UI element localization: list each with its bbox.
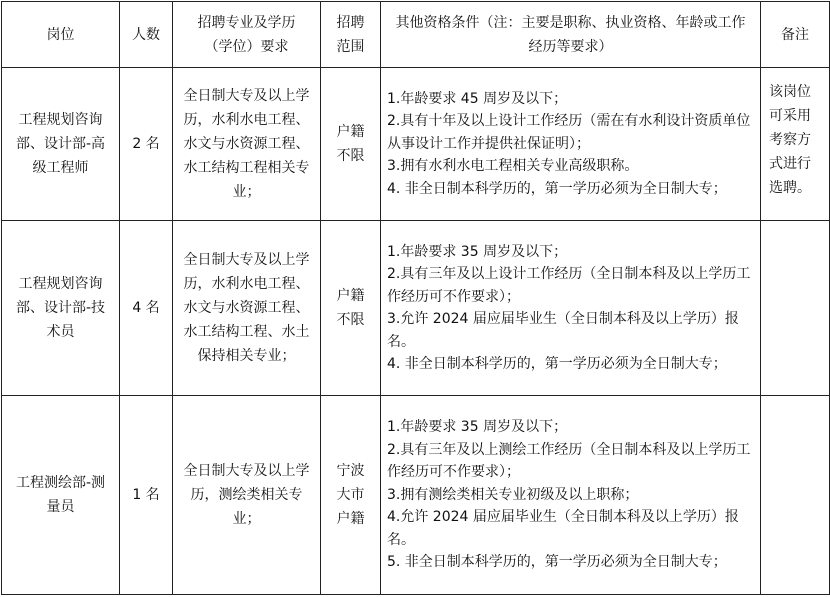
count-cell: 1 名 — [120, 396, 173, 595]
requirement-item: 1.年龄要求 35 周岁及以下； — [387, 243, 568, 260]
header-count: 人数 — [120, 2, 173, 68]
requirement-item: 3.拥有水利水电工程相关专业高级职称。 — [387, 158, 639, 175]
header-note: 备注 — [761, 2, 830, 68]
table-row — [2, 221, 830, 396]
requirement-item: 3.允许 2024 届应届毕业生（全日制本科及以上学历）报名。 — [387, 311, 739, 350]
position-cell: 工程规划咨询部、设计部-高级工程师 — [2, 68, 120, 221]
header-row — [2, 2, 830, 68]
table-row — [2, 396, 830, 595]
major-cell: 全日制大专及以上学历，水利水电工程、水文与水资源工程、水工结构工程、水土保持相关专业； — [173, 221, 321, 396]
note-cell: 该岗位可采用考察方式进行选聘。 — [761, 68, 830, 221]
position-cell: 工程测绘部-测量员 — [2, 396, 120, 595]
requirement-item: 2.具有三年及以上设计工作经历（全日制本科及以上学历工作经历可不作要求）； — [387, 266, 751, 305]
scope-cell: 户籍不限 — [321, 68, 381, 221]
header-scope: 招聘范围 — [321, 2, 381, 68]
requirement-item: 4. 非全日制本科学历的，第一学历必须为全日制大专； — [387, 356, 727, 372]
requirements-cell — [381, 396, 761, 595]
requirements-cell — [381, 68, 761, 221]
scope-cell: 宁波大市户籍 — [321, 396, 381, 595]
requirement-item: 5. 非全日制本科学历的，第一学历必须为全日制大专； — [387, 554, 727, 571]
requirement-item: 2.具有十年及以上设计工作经历（需在有水利设计资质单位从事设计工作并提供社保证明）； — [387, 113, 751, 152]
count-cell: 4 名 — [120, 221, 173, 396]
requirements-cell — [381, 221, 761, 396]
requirement-item: 3.拥有测绘类相关专业初级及以上职称； — [387, 486, 639, 503]
requirement-item: 4.允许 2024 届应届毕业生（全日制本科及以上学历）报名。 — [387, 509, 739, 548]
recruitment-table — [1, 1, 830, 595]
header-position: 岗位 — [2, 2, 120, 68]
requirement-item: 1.年龄要求 35 周岁及以下； — [387, 419, 568, 436]
scope-cell: 户籍不限 — [321, 221, 381, 396]
header-other: 其他资格条件（注：主要是职称、执业资格、年龄或工作经历等要求） — [381, 2, 761, 68]
requirement-item: 4. 非全日制本科学历的，第一学历必须为全日制大专； — [387, 180, 727, 197]
count-cell: 2 名 — [120, 68, 173, 221]
requirement-item: 1.年龄要求 45 周岁及以下； — [387, 90, 568, 107]
major-cell: 全日制大专及以上学历，测绘类相关专业； — [173, 396, 321, 595]
position-cell: 工程规划咨询部、设计部-技术员 — [2, 221, 120, 396]
table-row — [2, 68, 830, 221]
note-cell — [761, 221, 830, 396]
requirement-item: 2.具有三年及以上测绘工作经历（全日制本科及以上学历工作经历可不作要求）； — [387, 441, 751, 481]
note-cell — [761, 396, 830, 595]
header-major: 招聘专业及学历（学位）要求 — [173, 2, 321, 68]
major-cell: 全日制大专及以上学历，水利水电工程、水文与水资源工程、水工结构工程相关专业； — [173, 68, 321, 221]
